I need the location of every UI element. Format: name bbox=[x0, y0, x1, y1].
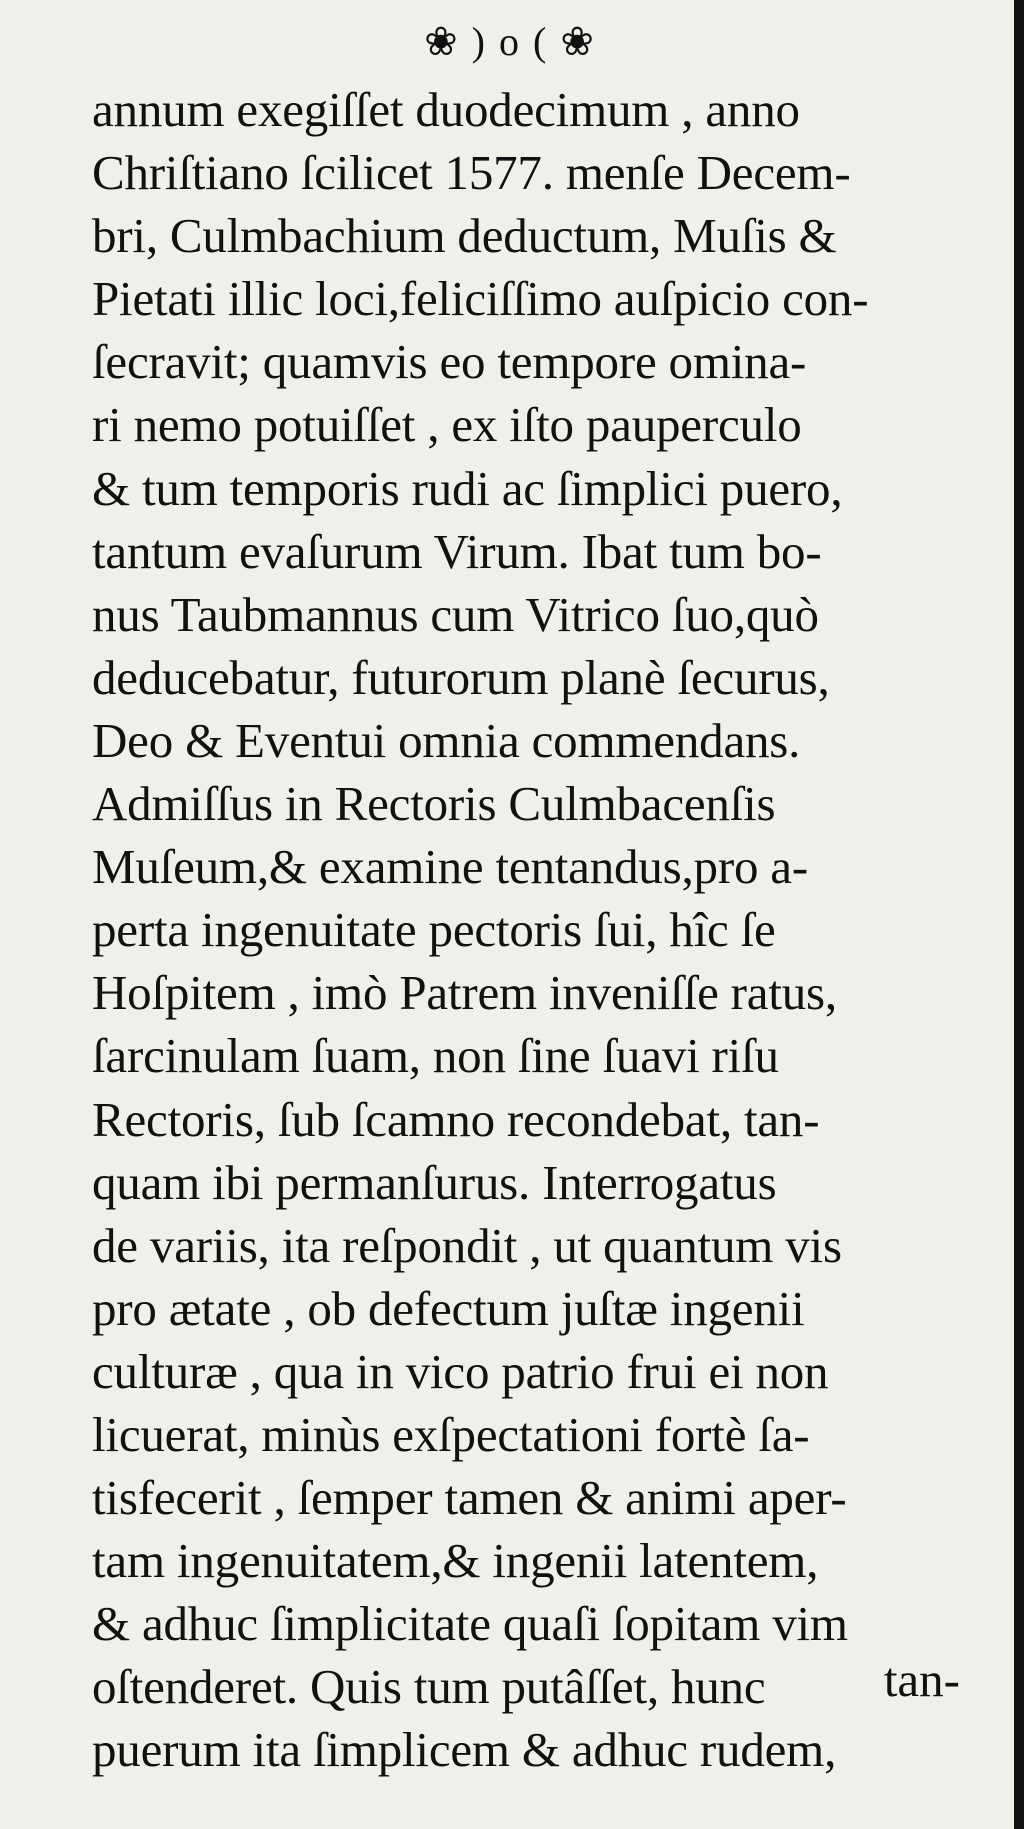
text-line: & tum temporis rudi ac ſimplici puero, bbox=[92, 460, 843, 516]
text-line: Deo & Eventui omnia commendans. bbox=[92, 712, 801, 768]
text-line: tisfecerit , ſemper tamen & animi aper- bbox=[92, 1470, 847, 1526]
body-text bbox=[92, 78, 1014, 1782]
text-line: Hoſpitem , imò Patrem inveniſſe ratus, bbox=[92, 965, 837, 1021]
text-line: Admiſſus in Rectoris Culmbacenſis bbox=[92, 776, 776, 832]
running-head-text: ❀ ) o ( ❀ bbox=[424, 19, 596, 64]
text-line: de variis, ita reſpondit , ut quantum vis bbox=[92, 1217, 842, 1273]
page-edge-shadow bbox=[1014, 0, 1024, 1829]
text-line: Pietati illic loci,feliciſſimo auſpicio con- bbox=[92, 271, 869, 327]
text-line: ri nemo potuiſſet , ex iſto pauperculo bbox=[92, 397, 802, 453]
catchword: tan- bbox=[883, 1652, 960, 1707]
text-line: & adhuc ſimplicitate quaſi ſopitam vim bbox=[92, 1596, 848, 1652]
text-line: Rectoris, ſub ſcamno recondebat, tan- bbox=[92, 1091, 820, 1147]
text-line: perta ingenuitate pectoris ſui, hîc ſe bbox=[92, 902, 776, 958]
text-line: ſarcinulam ſuam, non ſine ſuavi riſu bbox=[92, 1028, 779, 1084]
text-line: Chriſtiano ſcilicet 1577. menſe Decem- bbox=[92, 145, 851, 201]
text-line: Muſeum,& examine tentandus,pro a- bbox=[92, 839, 808, 895]
text-line: culturæ , qua in vico patrio frui ei non bbox=[92, 1343, 829, 1399]
text-line: nus Taubmannus cum Vitrico ſuo,quò bbox=[92, 586, 819, 642]
text-line: pro ætate , ob defectum juſtæ ingenii bbox=[92, 1280, 805, 1336]
text-line: licuerat, minùs exſpectationi fortè ſa- bbox=[92, 1406, 810, 1462]
text-line: ſecravit; quamvis eo tempore omina- bbox=[92, 334, 807, 390]
text-line: bri, Culmbachium deductum, Muſis & bbox=[92, 208, 837, 264]
text-line: oſtenderet. Quis tum putâſſet, hunc bbox=[92, 1659, 766, 1715]
text-line: tantum evaſurum Virum. Ibat tum bo- bbox=[92, 523, 822, 579]
text-line: tam ingenuitatem,& ingenii latentem, bbox=[92, 1533, 819, 1589]
text-line: annum exegiſſet duodecimum , anno bbox=[92, 82, 800, 137]
running-head bbox=[0, 14, 1020, 70]
text-line: puerum ita ſimplicem & adhuc rudem, bbox=[92, 1722, 837, 1778]
text-line: quam ibi permanſurus. Interrogatus bbox=[92, 1154, 777, 1210]
text-line: deducebatur, futurorum planè ſecurus, bbox=[92, 649, 830, 705]
